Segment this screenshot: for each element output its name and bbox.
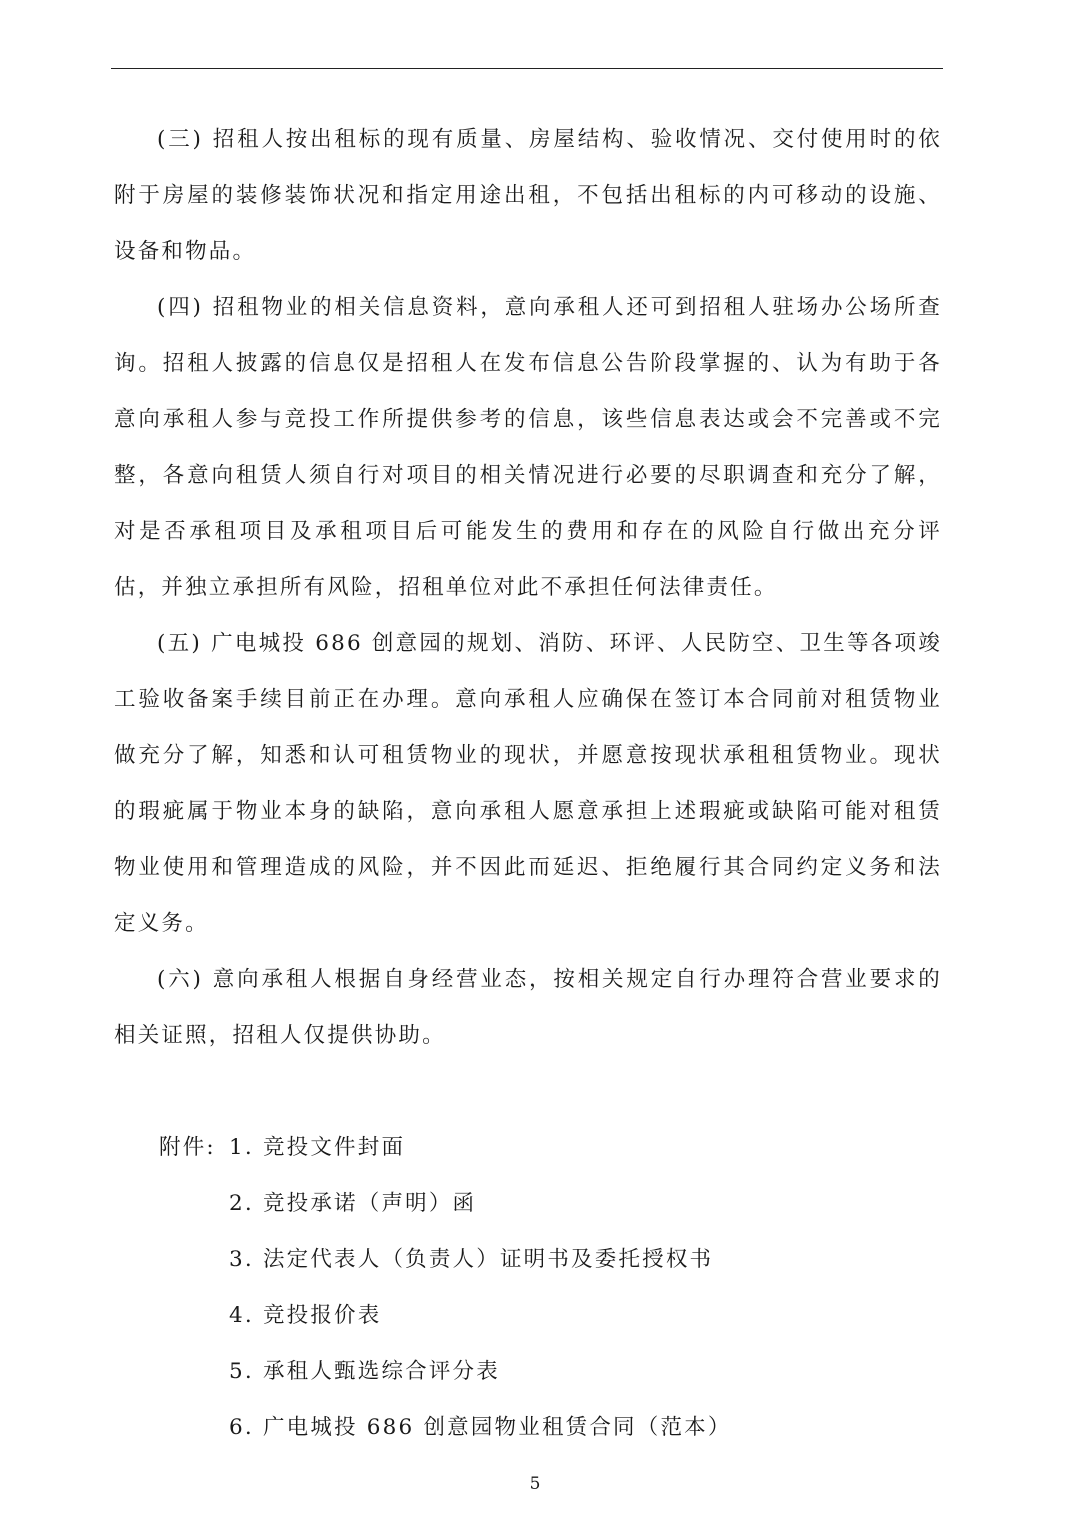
attachment-item: 3. 法定代表人（负责人）证明书及委托授权书: [229, 1247, 714, 1272]
attachment-row: [114, 1344, 942, 1400]
paragraph-5: (五) 广电城投 686 创意园的规划、消防、环评、人民防空、卫生等各项竣工验收备案手续目前正在办理。意向承租人应确保在签订本合同前对租赁物业做充分了解，知悉和认可租赁物业的现状，并愿意按现状承租租赁物业。现状的瑕疵属于物业本身的缺陷，意向承租人愿意承担上述瑕疵或缺陷可能对租赁物业使用和管理造成的风险，并不因此而延迟、拒绝履行其合同约定义务和法定义务。: [114, 631, 942, 936]
attachment-item: 6. 广电城投 686 创意园物业租赁合同（范本）: [229, 1415, 732, 1440]
attachment-row: [114, 1120, 942, 1176]
attachment-row: [114, 1400, 942, 1456]
attachment-item: 2. 竞投承诺（声明）函: [229, 1191, 477, 1216]
paragraph-4: (四) 招租物业的相关信息资料，意向承租人还可到招租人驻场办公场所查询。招租人披露的信息仅是招租人在发布信息公告阶段掌握的、认为有助于各意向承租人参与竞投工作所提供参考的信息，该些信息表达或会不完善或不完整，各意向租赁人须自行对项目的相关情况进行必要的尽职调查和充分了解，对是否承租项目及承租项目后可能发生的费用和存在的风险自行做出充分评估，并独立承担所有风险，招租单位对此不承担任何法律责任。: [114, 295, 942, 600]
header-rule: [111, 68, 943, 69]
attachments-list: [114, 1120, 942, 1456]
attachment-item: 1. 竞投文件封面: [229, 1135, 406, 1160]
attachments-label: 附件:: [159, 1135, 216, 1160]
attachment-row: [114, 1232, 942, 1288]
page-number: 5: [529, 1474, 541, 1494]
document-body: [114, 112, 942, 1456]
attachment-item: 4. 竞投报价表: [229, 1303, 382, 1328]
paragraph-3: (三) 招租人按出租标的现有质量、房屋结构、验收情况、交付使用时的依附于房屋的装修装饰状况和指定用途出租，不包括出租标的内可移动的设施、设备和物品。: [114, 127, 942, 264]
attachment-row: [114, 1176, 942, 1232]
paragraph-6: (六) 意向承租人根据自身经营业态，按相关规定自行办理符合营业要求的相关证照，招租人仅提供协助。: [114, 967, 942, 1048]
attachment-row: [114, 1288, 942, 1344]
attachment-item: 5. 承租人甄选综合评分表: [229, 1359, 500, 1384]
